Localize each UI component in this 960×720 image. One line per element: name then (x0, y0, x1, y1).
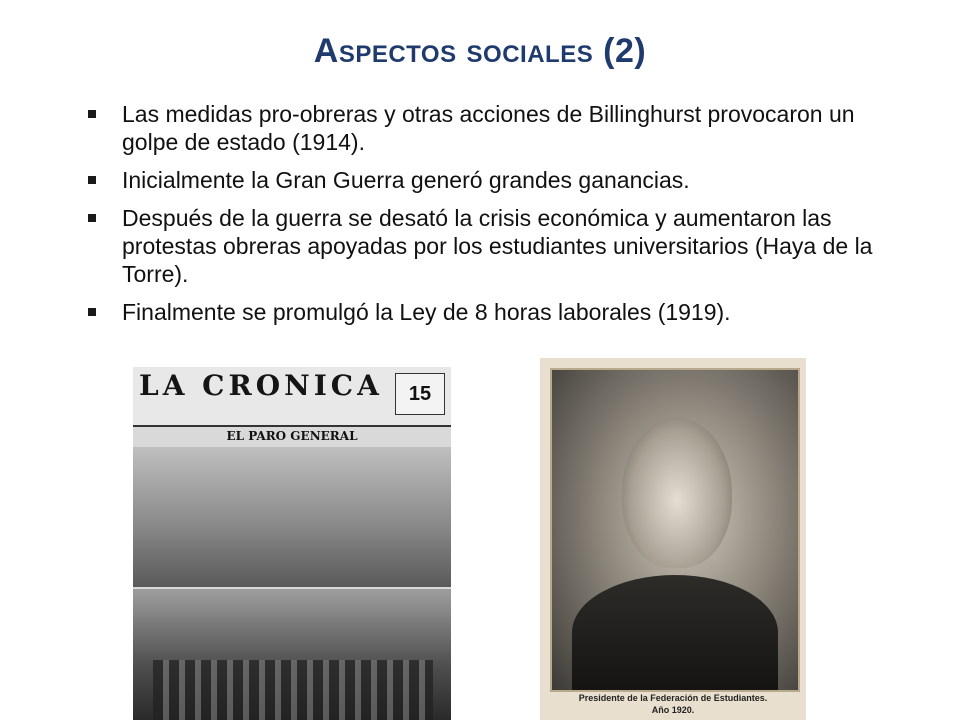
bullet-text: Inicialmente la Gran Guerra generó grandes ganancias. (122, 167, 690, 193)
newspaper-date-box: 15 (395, 373, 445, 415)
bullet-item (86, 204, 886, 288)
newspaper-clipping-image (133, 367, 451, 720)
square-bullet-icon (88, 308, 96, 316)
newspaper-masthead (133, 367, 451, 427)
newspaper-headline: EL PARO GENERAL (226, 429, 358, 443)
portrait-caption (540, 692, 806, 716)
street-march-photo (133, 447, 451, 587)
crowd-figures (153, 660, 433, 720)
square-bullet-icon (88, 176, 96, 184)
portrait-caption-line1: Presidente de la Federación de Estudiantes. (578, 693, 768, 703)
square-bullet-icon (88, 110, 96, 118)
portrait-frame (550, 368, 800, 692)
portrait-suit (572, 575, 778, 690)
portrait-face (622, 418, 732, 568)
bullet-item (86, 100, 886, 156)
newspaper-title: LA CRONICA (139, 369, 383, 402)
portrait-caption-line2: Año 1920. (651, 705, 695, 715)
bullet-item (86, 298, 886, 326)
crowd-photo (133, 589, 451, 720)
bullet-text: Finalmente se promulgó la Ley de 8 horas laborales (1919). (122, 299, 731, 325)
bullet-list (86, 100, 886, 336)
portrait-photo (540, 358, 806, 720)
bullet-item (86, 166, 886, 194)
bullet-text: Las medidas pro-obreras y otras acciones de Billinghurst provocaron un golpe de estado (1914). (122, 101, 855, 155)
square-bullet-icon (88, 214, 96, 222)
slide-title: Aspectos sociales (2) (313, 32, 647, 70)
bullet-text: Después de la guerra se desató la crisis económica y aumentaron las protestas obreras apoyadas por los estudiantes universitarios (Haya de la Torre). (122, 205, 873, 287)
